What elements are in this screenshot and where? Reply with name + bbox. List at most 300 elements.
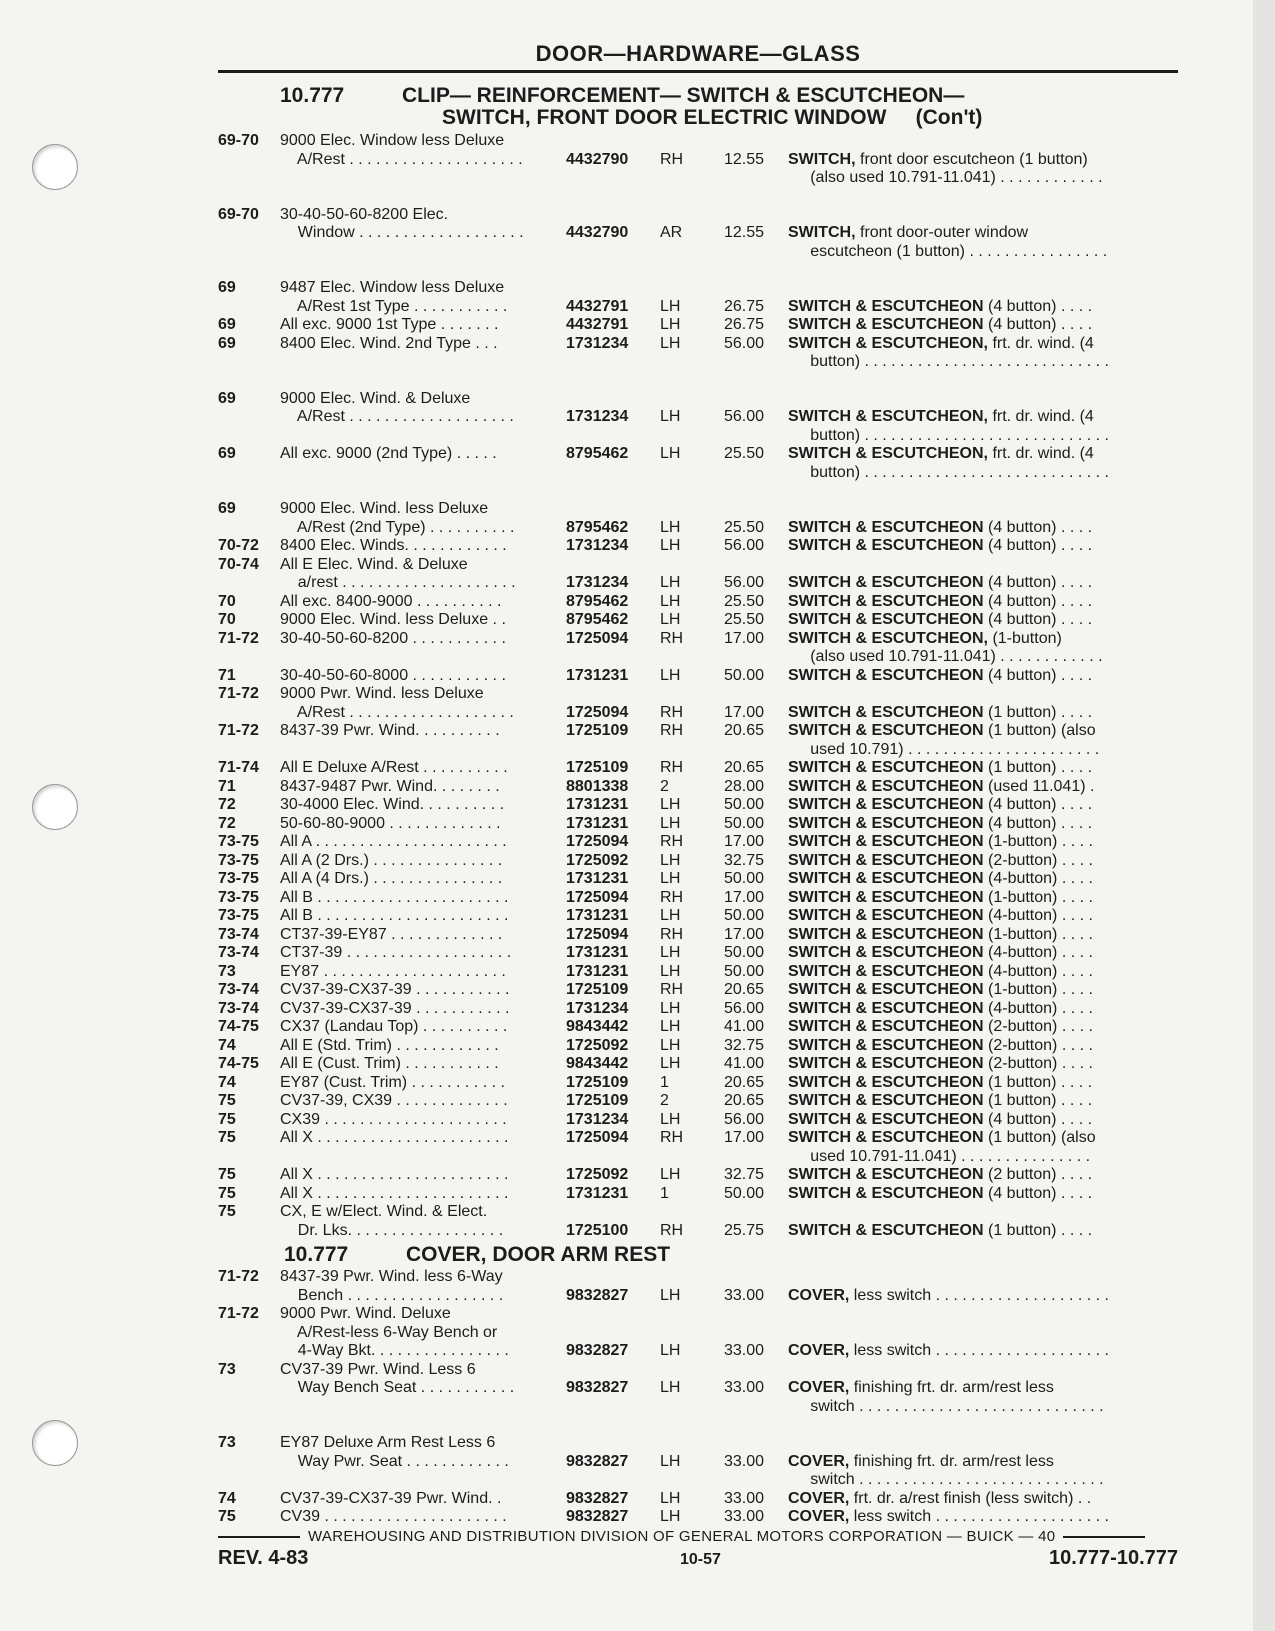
part-description [788, 1018, 1152, 1037]
table-row [218, 833, 1178, 852]
model-application: A/Rest . . . . . . . . . . . . . . . . . . . [280, 703, 514, 721]
quantity: RH [660, 722, 684, 739]
part-detail: frt. dr. a/rest finish (less switch) . . [849, 1489, 1092, 1507]
group-title-line-1: CLIP— REINFORCEMENT— SWITCH & ESCUTCHEON— [402, 84, 965, 107]
model-year: 70 [218, 611, 236, 628]
table-row [218, 1129, 1178, 1148]
quantity: LH [660, 334, 681, 352]
part-description [788, 1324, 1152, 1343]
table-row [218, 445, 1178, 464]
part-description [788, 408, 1152, 427]
list-price: 56.00 [723, 537, 764, 554]
table-row [218, 1166, 1178, 1185]
list-price: 56.00 [723, 408, 764, 425]
part-name: SWITCH & ESCUTCHEON [788, 944, 984, 961]
part-number: 1731231 [566, 907, 629, 924]
quantity [658, 464, 712, 483]
part-description [788, 390, 1152, 409]
model-year [218, 1398, 280, 1417]
quantity: LH [660, 1379, 681, 1396]
model-year [218, 574, 280, 593]
part-number [566, 1148, 658, 1167]
part-detail: used 10.791-11.041) . . . . . . . . . . . . . . . [788, 1147, 1091, 1165]
table-row [218, 519, 1178, 538]
model-application: All A (4 Drs.) . . . . . . . . . . . . . . . [280, 870, 503, 887]
part-number: 1731231 [566, 870, 629, 887]
table-row [218, 169, 1178, 188]
model-application: All B . . . . . . . . . . . . . . . . . . . . . . [280, 888, 509, 906]
part-name: SWITCH, [788, 224, 856, 241]
quantity [658, 279, 712, 298]
table-row [218, 1287, 1178, 1306]
part-description [788, 1055, 1152, 1074]
part-number: 8795462 [566, 445, 629, 462]
quantity: LH [660, 1166, 681, 1183]
part-description [788, 1434, 1152, 1453]
list-price: 25.50 [723, 592, 764, 610]
model-application: EY87 (Cust. Trim) . . . . . . . . . . . [280, 1073, 505, 1091]
model-year: 75 [218, 1110, 236, 1128]
part-description [788, 685, 1152, 704]
quantity: LH [660, 1055, 681, 1072]
part-description [788, 852, 1152, 871]
quantity [658, 1268, 712, 1287]
quantity: LH [660, 944, 681, 961]
model-year: 73 [218, 1434, 236, 1451]
part-description [788, 944, 1152, 963]
model-application: 4-Way Bkt. . . . . . . . . . . . . . . . [280, 1342, 509, 1359]
part-number: 1725094 [566, 833, 629, 850]
part-description [788, 316, 1152, 335]
table-row [218, 889, 1178, 908]
model-year [218, 648, 280, 667]
list-price: 50.00 [723, 796, 764, 813]
table-row [218, 243, 1178, 262]
part-description [788, 1361, 1152, 1380]
part-detail: frt. dr. wind. (4 [988, 408, 1094, 425]
model-application: All E (Cust. Trim) . . . . . . . . . . . [280, 1055, 499, 1072]
header-rule [218, 70, 1178, 73]
model-application: CV37-39-CX37-39 Pwr. Wind. . [280, 1489, 502, 1507]
list-price [712, 1361, 788, 1380]
part-detail: switch . . . . . . . . . . . . . . . . . . . . . . . . . . . . [788, 1471, 1104, 1488]
model-year: 73-74 [218, 999, 259, 1017]
model-application: CV39 . . . . . . . . . . . . . . . . . . . . . [280, 1508, 507, 1525]
table-row [218, 408, 1178, 427]
part-number [566, 206, 658, 225]
quantity [658, 1471, 712, 1490]
table-row [218, 1092, 1178, 1111]
model-year [218, 1148, 280, 1167]
quantity: LH [660, 611, 681, 628]
part-number: 9843442 [566, 1055, 629, 1072]
model-year [218, 1342, 280, 1361]
page-edge [1253, 0, 1275, 1631]
model-application: All exc. 9000 (2nd Type) . . . . . [280, 445, 497, 462]
part-description [788, 224, 1152, 243]
model-application: 9487 Elec. Window less Deluxe [280, 279, 505, 296]
table-row [218, 1268, 1178, 1287]
quantity: LH [660, 907, 681, 924]
list-price [712, 206, 788, 225]
part-detail: (4 button) . . . . [983, 537, 1093, 554]
model-application: EY87 Deluxe Arm Rest Less 6 [280, 1434, 496, 1451]
part-name: SWITCH & ESCUTCHEON [788, 297, 984, 315]
table-row [218, 815, 1178, 834]
model-application: A/Rest 1st Type . . . . . . . . . . . [280, 297, 508, 315]
part-detail: (4-button) . . . . [983, 962, 1093, 980]
section-range: 10.777-10.777 [1048, 1547, 1178, 1569]
model-year: 72 [218, 814, 236, 832]
part-detail: finishing frt. dr. arm/rest less [849, 1452, 1054, 1470]
quantity: LH [660, 408, 681, 425]
quantity: 1 [660, 1184, 669, 1202]
part-description [788, 630, 1152, 649]
part-description [788, 611, 1152, 630]
table-row [218, 722, 1178, 741]
quantity [658, 1398, 712, 1417]
part-detail: (4 button) . . . . [983, 316, 1093, 333]
list-price [712, 1305, 788, 1324]
footer-rule-left [218, 1536, 300, 1538]
model-application [280, 464, 566, 483]
model-application: All B . . . . . . . . . . . . . . . . . . . . . . [280, 907, 509, 924]
part-description [788, 1471, 1152, 1490]
part-description [788, 1148, 1152, 1167]
list-price: 12.55 [723, 224, 764, 241]
quantity: LH [660, 1489, 681, 1507]
part-detail: (also used 10.791-11.041) . . . . . . . . . . . . [788, 169, 1103, 186]
part-number [566, 1361, 658, 1380]
part-description [788, 889, 1152, 908]
part-number: 1725109 [566, 759, 629, 776]
model-application: 50-60-80-9000 . . . . . . . . . . . . . [280, 814, 501, 832]
part-detail: (4 button) . . . . [983, 1184, 1093, 1202]
model-year [218, 1324, 280, 1343]
part-number: 1731234 [566, 334, 629, 352]
list-price [712, 685, 788, 704]
part-detail: (4 button) . . . . [983, 518, 1093, 536]
list-price: 32.75 [723, 1036, 764, 1054]
list-price: 17.00 [723, 1129, 764, 1146]
model-year [218, 243, 280, 262]
model-application: All A (2 Drs.) . . . . . . . . . . . . . . . [280, 851, 503, 869]
page-title: DOOR—HARDWARE—GLASS [535, 41, 861, 66]
model-year: 73 [218, 1360, 236, 1378]
quantity: RH [660, 833, 684, 850]
list-price: 50.00 [723, 962, 764, 980]
part-number: 9843442 [566, 1018, 629, 1035]
part-detail: frt. dr. wind. (4 [988, 445, 1094, 462]
model-application [280, 1398, 566, 1417]
model-application [280, 1148, 566, 1167]
part-number: 8795462 [566, 518, 629, 536]
part-number [566, 464, 658, 483]
model-year [218, 353, 280, 372]
part-number [566, 169, 658, 188]
model-year: 75 [218, 1166, 236, 1183]
quantity: 2 [660, 1092, 669, 1109]
part-description [788, 206, 1152, 225]
model-year: 70-72 [218, 537, 259, 554]
table-row [218, 1111, 1178, 1130]
part-number: 1725094 [566, 925, 629, 943]
list-price [712, 741, 788, 760]
table-row [218, 926, 1178, 945]
revision-date: REV. 4-83 [218, 1547, 309, 1569]
table-row [218, 1055, 1178, 1074]
part-name: SWITCH & ESCUTCHEON, [788, 445, 988, 462]
model-year: 75 [218, 1203, 236, 1220]
table-row [218, 1074, 1178, 1093]
model-application: All exc. 9000 1st Type . . . . . . . [280, 316, 499, 333]
model-year: 75 [218, 1129, 236, 1146]
quantity [658, 169, 712, 188]
part-detail: less switch . . . . . . . . . . . . . . . . . . . . [849, 1286, 1109, 1304]
list-price: 50.00 [723, 666, 764, 684]
table-row [218, 1222, 1178, 1241]
list-price [712, 1398, 788, 1417]
quantity: RH [660, 150, 684, 168]
quantity: LH [660, 574, 681, 591]
model-year [218, 224, 280, 243]
table-row [218, 593, 1178, 612]
table-row [218, 1398, 1178, 1417]
part-name: SWITCH & ESCUTCHEON, [788, 408, 988, 425]
part-number [566, 1471, 658, 1490]
table-row [218, 427, 1178, 446]
model-year [218, 298, 280, 317]
footer-division-text: WAREHOUSING AND DISTRIBUTION DIVISION OF GENERAL MOTORS CORPORATION — BUICK — 40 [308, 1528, 1056, 1545]
quantity: LH [660, 870, 681, 887]
model-year: 69 [218, 279, 236, 296]
table-row [218, 611, 1178, 630]
part-description [788, 132, 1152, 151]
model-year: 73 [218, 962, 236, 980]
part-detail: used 10.791) . . . . . . . . . . . . . . . . . . . . . . [788, 740, 1100, 758]
list-price [712, 648, 788, 667]
model-year: 70-74 [218, 555, 259, 573]
model-application: All exc. 8400-9000 . . . . . . . . . . [280, 592, 502, 610]
model-application: 30-40-50-60-8200 Elec. [280, 205, 449, 223]
part-name: SWITCH & ESCUTCHEON [788, 611, 984, 628]
model-application [280, 353, 566, 372]
part-name: SWITCH & ESCUTCHEON [788, 888, 984, 906]
quantity: LH [660, 796, 681, 813]
list-price [712, 169, 788, 188]
list-price: 12.55 [723, 150, 764, 168]
parts-list-cover [218, 1268, 1178, 1527]
model-application: All X . . . . . . . . . . . . . . . . . . . . . . [280, 1129, 509, 1146]
part-number: 1725094 [566, 888, 629, 906]
part-name: SWITCH & ESCUTCHEON [788, 814, 984, 832]
table-row [218, 1379, 1178, 1398]
list-price [712, 1203, 788, 1222]
part-name: COVER, [788, 1489, 850, 1507]
list-price: 33.00 [723, 1342, 764, 1359]
quantity: LH [660, 1286, 681, 1304]
binder-hole-bottom [32, 1420, 78, 1466]
part-description [788, 169, 1152, 188]
list-price: 17.00 [723, 888, 764, 906]
catalog-sheet [218, 40, 1178, 1527]
list-price: 17.00 [723, 629, 764, 647]
part-number [566, 353, 658, 372]
part-detail: (1 button) . . . . [983, 1092, 1093, 1109]
quantity [658, 427, 712, 446]
model-year: 73-75 [218, 833, 259, 850]
quantity: RH [660, 925, 684, 943]
binder-hole-middle [32, 784, 78, 830]
part-name: SWITCH & ESCUTCHEON [788, 1221, 984, 1239]
list-price: 20.65 [723, 722, 764, 739]
model-application: A/Rest-less 6-Way Bench or [280, 1323, 498, 1341]
row-spacer [218, 372, 1178, 390]
table-row [218, 298, 1178, 317]
part-description [788, 1111, 1152, 1130]
part-detail: (4 button) . . . . [983, 297, 1093, 315]
table-row [218, 852, 1178, 871]
model-application: A/Rest . . . . . . . . . . . . . . . . . . . . [280, 150, 523, 168]
quantity: RH [660, 981, 684, 998]
model-application [280, 243, 566, 262]
part-detail: finishing frt. dr. arm/rest less [849, 1379, 1054, 1396]
model-application [280, 1471, 566, 1490]
quantity: RH [660, 759, 684, 776]
list-price: 17.00 [723, 925, 764, 943]
list-price [712, 427, 788, 446]
model-application: 9000 Pwr. Wind. Deluxe [280, 1305, 451, 1322]
list-price: 25.50 [723, 445, 764, 462]
part-description [788, 1287, 1152, 1306]
part-number [566, 685, 658, 704]
part-name: SWITCH & ESCUTCHEON, [788, 629, 988, 647]
list-price [712, 1148, 788, 1167]
list-price: 56.00 [723, 334, 764, 352]
part-name: SWITCH & ESCUTCHEON [788, 666, 984, 684]
part-number: 9832827 [566, 1452, 629, 1470]
part-name: COVER, [788, 1286, 850, 1304]
part-number: 8801338 [566, 777, 629, 795]
part-detail: switch . . . . . . . . . . . . . . . . . . . . . . . . . . . . [788, 1397, 1104, 1415]
table-row [218, 390, 1178, 409]
table-row [218, 500, 1178, 519]
part-number: 1725094 [566, 703, 629, 721]
quantity: LH [660, 851, 681, 869]
part-number: 1725094 [566, 1129, 629, 1146]
model-application: 9000 Elec. Window less Deluxe [280, 132, 505, 149]
quantity [658, 1324, 712, 1343]
model-year: 72 [218, 796, 236, 813]
part-description [788, 593, 1152, 612]
part-description [788, 464, 1152, 483]
quantity: 1 [660, 1073, 669, 1091]
model-application: 8437-9487 Pwr. Wind. . . . . . . . [280, 777, 500, 795]
model-year [218, 427, 280, 446]
part-description [788, 1268, 1152, 1287]
model-year: 73-75 [218, 870, 259, 887]
model-application [280, 741, 566, 760]
table-row [218, 630, 1178, 649]
model-year: 70 [218, 592, 236, 610]
quantity [658, 685, 712, 704]
list-price: 32.75 [723, 851, 764, 869]
list-price: 28.00 [723, 777, 764, 795]
list-price [712, 279, 788, 298]
list-price: 33.00 [723, 1489, 764, 1507]
quantity: LH [660, 297, 681, 315]
part-name: SWITCH & ESCUTCHEON [788, 759, 984, 776]
model-year: 73-74 [218, 981, 259, 998]
part-name: COVER, [788, 1508, 850, 1525]
model-year [218, 1222, 280, 1241]
model-year [218, 519, 280, 538]
group-heading-cover [218, 1244, 1178, 1266]
model-year [218, 704, 280, 723]
quantity [658, 741, 712, 760]
model-application: a/rest . . . . . . . . . . . . . . . . . . . . [280, 574, 516, 591]
table-row [218, 1018, 1178, 1037]
part-name: SWITCH & ESCUTCHEON [788, 870, 984, 887]
part-description [788, 519, 1152, 538]
quantity: LH [660, 814, 681, 832]
part-description [788, 704, 1152, 723]
list-price: 20.65 [723, 759, 764, 776]
table-row [218, 132, 1178, 151]
list-price: 33.00 [723, 1452, 764, 1470]
list-price: 33.00 [723, 1286, 764, 1304]
quantity: LH [660, 537, 681, 554]
part-description [788, 1508, 1152, 1527]
model-year [218, 1453, 280, 1472]
part-description [788, 1203, 1152, 1222]
table-row [218, 1434, 1178, 1453]
model-application: 30-40-50-60-8000 . . . . . . . . . . . [280, 666, 506, 684]
part-number: 1731231 [566, 944, 629, 961]
part-description [788, 648, 1152, 667]
list-price: 32.75 [723, 1166, 764, 1183]
part-description [788, 151, 1152, 170]
table-row [218, 981, 1178, 1000]
model-year [218, 464, 280, 483]
quantity [658, 648, 712, 667]
part-number: 9832827 [566, 1508, 629, 1525]
part-name: SWITCH & ESCUTCHEON [788, 592, 984, 610]
model-year: 75 [218, 1508, 236, 1525]
part-detail: (1-button) . . . . [983, 833, 1093, 850]
quantity: 2 [660, 777, 669, 795]
table-row [218, 870, 1178, 889]
row-spacer [218, 188, 1178, 206]
part-detail: (4 button) . . . . [983, 814, 1093, 832]
part-description [788, 926, 1152, 945]
model-year: 71-72 [218, 629, 259, 647]
part-detail: (used 11.041) . [983, 777, 1095, 795]
row-spacer [218, 261, 1178, 279]
table-row [218, 1453, 1178, 1472]
model-application: CV37-39, CX39 . . . . . . . . . . . . . [280, 1092, 508, 1109]
part-name: SWITCH & ESCUTCHEON [788, 1184, 984, 1202]
part-number [566, 132, 658, 151]
part-detail: front door escutcheon (1 button) [855, 150, 1088, 168]
part-number: 1731234 [566, 408, 629, 425]
table-row [218, 1324, 1178, 1343]
part-detail: (also used 10.791-11.041) . . . . . . . . . . . . [788, 648, 1103, 665]
table-row [218, 907, 1178, 926]
table-row [218, 1342, 1178, 1361]
model-application: CX, E w/Elect. Wind. & Elect. [280, 1203, 488, 1220]
model-year: 69 [218, 334, 236, 352]
